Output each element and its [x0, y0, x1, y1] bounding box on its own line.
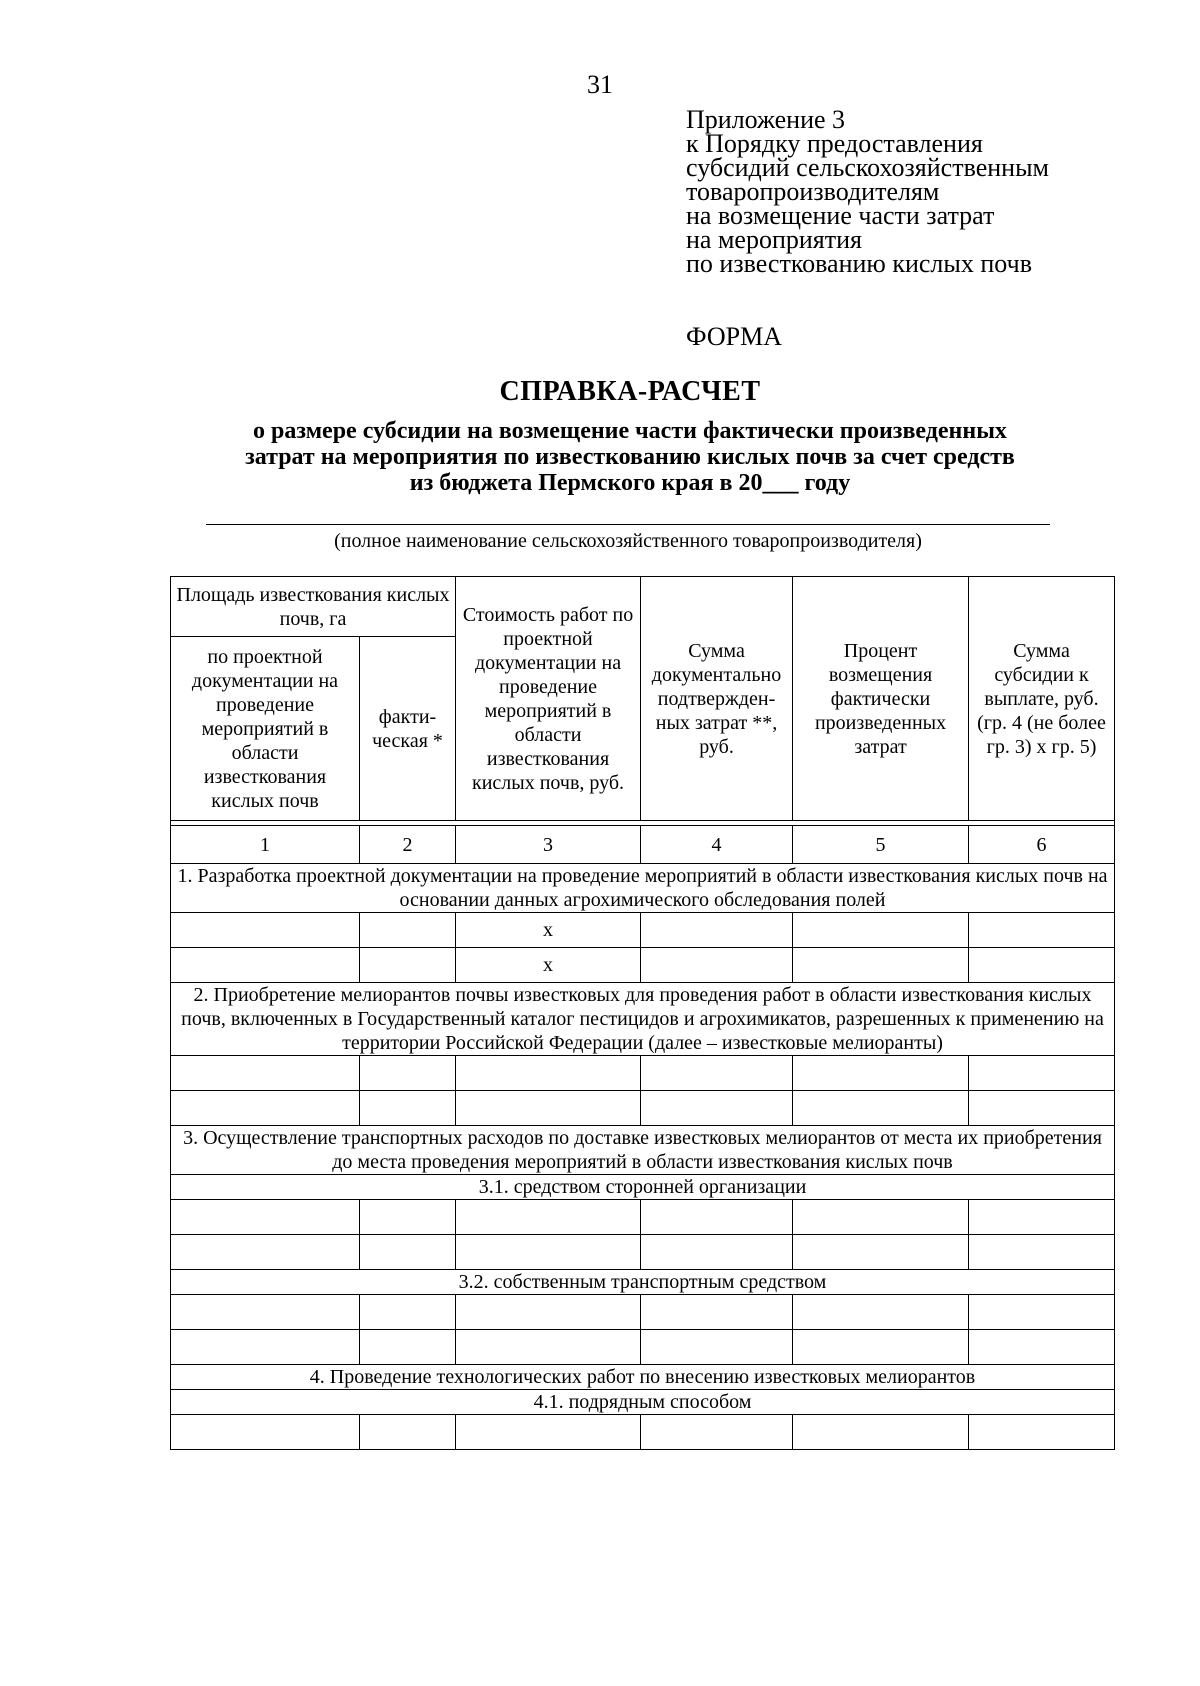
producer-name-line[interactable]: [206, 524, 1050, 525]
header-area-project: по проектной документации на проведение мероприятий в области известкования кислых почв: [171, 637, 360, 821]
subtitle-line: затрат на мероприятия по известкованию кислых почв за счет средств: [245, 444, 1015, 470]
appendix-block: [686, 105, 1146, 278]
input-cell[interactable]: [171, 1056, 360, 1091]
input-cell[interactable]: [456, 1295, 641, 1330]
header-percent: Процент возмещения фактически произведенных затрат: [793, 577, 969, 821]
input-cell[interactable]: [641, 1056, 793, 1091]
input-cell[interactable]: [969, 1415, 1115, 1450]
input-cell[interactable]: [969, 1330, 1115, 1365]
input-cell[interactable]: [641, 1235, 793, 1270]
section-1-heading: 1. Разработка проектной документации на проведение мероприятий в области известкования кислых почв на основании данных агрохимического обследования полей: [171, 864, 1115, 913]
appendix-line: по известкованию кислых почв: [686, 249, 1032, 278]
column-number: 3: [456, 826, 641, 864]
appendix-line: Приложение 3: [686, 105, 846, 134]
input-cell[interactable]: [171, 1415, 360, 1450]
x-mark: х: [456, 913, 641, 948]
input-cell[interactable]: [171, 948, 360, 983]
x-mark: х: [456, 948, 641, 983]
calculation-table: [170, 576, 1115, 1450]
input-cell[interactable]: [793, 1415, 969, 1450]
document-title: СПРАВКА-РАСЧЕТ: [499, 376, 761, 407]
input-cell[interactable]: [793, 1295, 969, 1330]
column-number: 1: [171, 826, 360, 864]
input-cell[interactable]: [969, 1235, 1115, 1270]
header-area-group: Площадь известкования кислых почв, га: [171, 577, 456, 637]
column-number: 2: [360, 826, 456, 864]
input-cell[interactable]: [360, 1091, 456, 1126]
header-confirmed: Сумма документально подтвержден-ных затрат **, руб.: [641, 577, 793, 821]
input-cell[interactable]: [456, 1415, 641, 1450]
header-subsidy: Сумма субсидии к выплате, руб. (гр. 4 (не более гр. 3) х гр. 5): [969, 577, 1115, 821]
column-number: 5: [793, 826, 969, 864]
section-3-heading: 3. Осуществление транспортных расходов по доставке известковых мелиорантов от места их приобретения до места проведения мероприятий в области известкования кислых почв: [171, 1126, 1115, 1175]
input-cell[interactable]: [641, 1200, 793, 1235]
section-4-heading: 4. Проведение технологических работ по внесению известковых мелиорантов: [171, 1365, 1115, 1390]
section-3-2-heading: 3.2. собственным транспортным средством: [171, 1270, 1115, 1295]
appendix-line: субсидий сельскохозяйственным: [686, 153, 1049, 182]
input-cell[interactable]: [360, 948, 456, 983]
subtitle-line: из бюджета Пермского края в 20___ году: [409, 470, 851, 496]
input-cell[interactable]: [969, 913, 1115, 948]
input-cell[interactable]: [456, 1235, 641, 1270]
input-cell[interactable]: [641, 948, 793, 983]
forma-label: ФОРМА: [686, 322, 782, 351]
input-cell[interactable]: [641, 1091, 793, 1126]
input-cell[interactable]: [360, 1200, 456, 1235]
input-cell[interactable]: [360, 1235, 456, 1270]
input-cell[interactable]: [969, 948, 1115, 983]
input-cell[interactable]: [969, 1295, 1115, 1330]
input-cell[interactable]: [171, 1295, 360, 1330]
input-cell[interactable]: [793, 948, 969, 983]
input-cell[interactable]: [793, 1056, 969, 1091]
input-cell[interactable]: [793, 1330, 969, 1365]
appendix-line: на мероприятия: [686, 225, 862, 254]
input-cell[interactable]: [171, 1091, 360, 1126]
input-cell[interactable]: [360, 1415, 456, 1450]
input-cell[interactable]: [969, 1056, 1115, 1091]
section-4-1-heading: 4.1. подрядным способом: [171, 1390, 1115, 1415]
column-number: 4: [641, 826, 793, 864]
appendix-line: товаропроизводителям: [686, 177, 940, 206]
appendix-line: к Порядку предоставления: [686, 129, 983, 158]
section-3-1-heading: 3.1. средством сторонней организации: [171, 1175, 1115, 1200]
header-area-actual: факти-ческая *: [360, 637, 456, 821]
input-cell[interactable]: [969, 1091, 1115, 1126]
column-number: 6: [969, 826, 1115, 864]
input-cell[interactable]: [969, 1200, 1115, 1235]
input-cell[interactable]: [456, 1091, 641, 1126]
input-cell[interactable]: [360, 1295, 456, 1330]
input-cell[interactable]: [171, 913, 360, 948]
input-cell[interactable]: [641, 1415, 793, 1450]
input-cell[interactable]: [360, 913, 456, 948]
page-number: 31: [587, 70, 613, 99]
input-cell[interactable]: [360, 1056, 456, 1091]
input-cell[interactable]: [793, 1235, 969, 1270]
producer-caption: (полное наименование сельскохозяйственного товаропроизводителя): [334, 530, 922, 552]
input-cell[interactable]: [171, 1200, 360, 1235]
input-cell[interactable]: [793, 913, 969, 948]
input-cell[interactable]: [793, 1091, 969, 1126]
input-cell[interactable]: [793, 1200, 969, 1235]
input-cell[interactable]: [456, 1330, 641, 1365]
subtitle-line: о размере субсидии на возмещение части фактически произведенных: [253, 418, 1007, 444]
input-cell[interactable]: [171, 1330, 360, 1365]
section-2-heading: 2. Приобретение мелиорантов почвы известковых для проведения работ в области известкования кислых почв, включенных в Государственный каталог пестицидов и агрохимикатов, разрешенных к применению на территории Российской Федерации (далее – известковые мелиоранты): [171, 983, 1115, 1056]
input-cell[interactable]: [641, 1295, 793, 1330]
input-cell[interactable]: [456, 1056, 641, 1091]
input-cell[interactable]: [641, 1330, 793, 1365]
input-cell[interactable]: [171, 1235, 360, 1270]
document-subtitle: [160, 418, 1100, 496]
header-cost: Стоимость работ по проектной документации на проведение мероприятий в области известкования кислых почв, руб.: [456, 577, 641, 821]
input-cell[interactable]: [456, 1200, 641, 1235]
input-cell[interactable]: [360, 1330, 456, 1365]
input-cell[interactable]: [641, 913, 793, 948]
appendix-line: на возмещение части затрат: [686, 201, 995, 230]
